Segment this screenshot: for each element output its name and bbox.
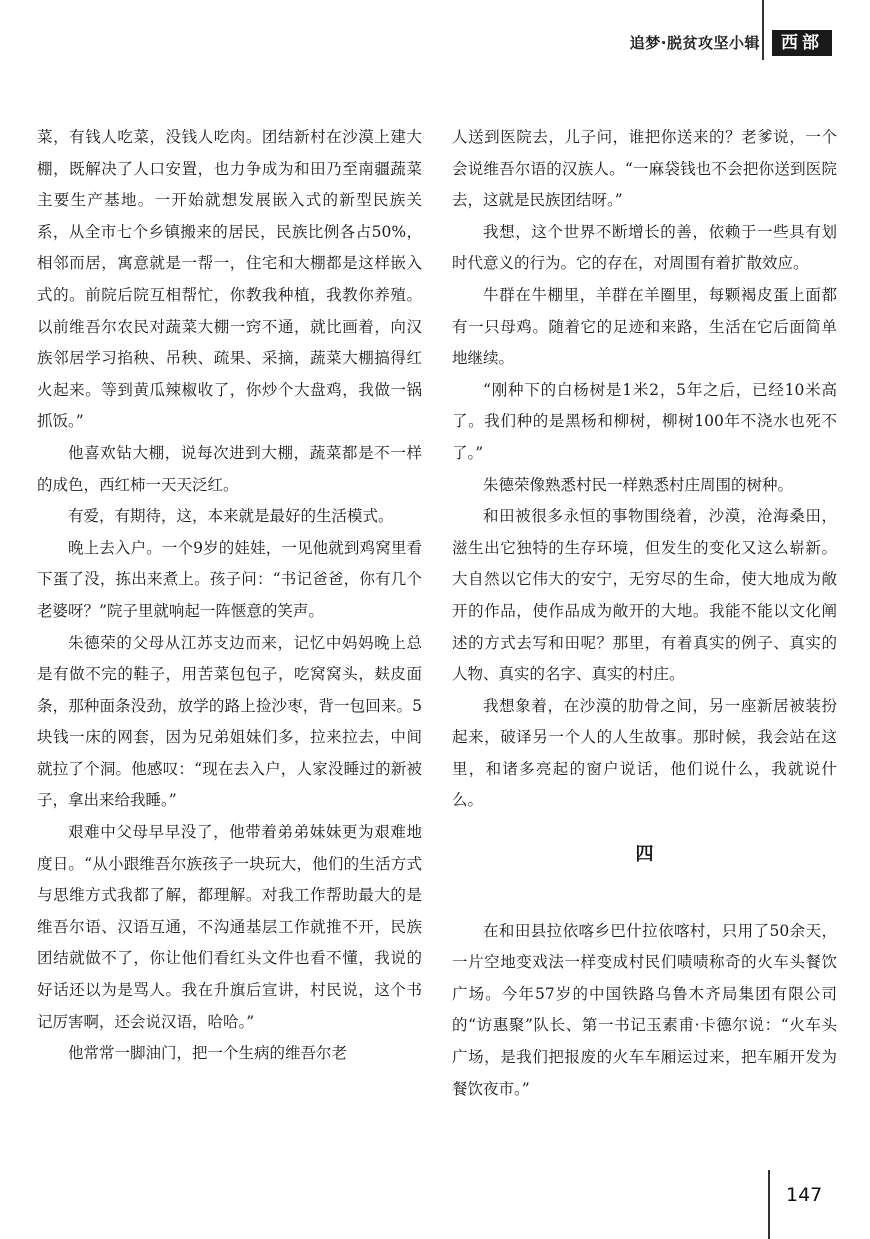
paragraph: 人送到医院去，儿子问，谁把你送来的？老爹说，一个会说维吾尔语的汉族人。“一麻袋钱也不会把你送到医院去，这就是民族团结呀。” bbox=[452, 128, 837, 210]
header-divider bbox=[762, 0, 764, 60]
paragraph: 他喜欢钻大棚，说每次进到大棚，蔬菜都是不一样的成色，西红柿一天天泛红。 bbox=[37, 443, 422, 494]
paragraph: 他常常一脚油门，把一个生病的维吾尔老 bbox=[68, 1044, 348, 1063]
paragraph: 朱德荣的父母从江苏支边而来，记忆中妈妈晚上总是有做不完的鞋子，用苦菜包包子，吃窝窝头，麸皮面条，那种面条没劲，放学的路上捡沙枣，背一包回来。5块钱一床的网套，因为兄弟姐妹们多，拉来拉去，中间就拉了个洞。他感叹：“现在去入户，人家没睡过的新被子，拿出来给我睡。” bbox=[37, 633, 422, 810]
page-number: 147 bbox=[786, 1184, 823, 1206]
right-column bbox=[452, 122, 837, 1105]
paragraph: “刚种下的白杨树是1米2，5年之后，已经10米高了。我们种的是黑杨和柳树，柳树100年不浇水也死不了。” bbox=[452, 380, 837, 462]
paragraph: 晚上去入户。一个9岁的娃娃，一见他就到鸡窝里看下蛋了没，拣出来煮上。孩子问：“书记爸爸，你有几个老婆呀？”院子里就响起一阵惬意的笑声。 bbox=[37, 538, 422, 620]
header-title: 追梦·脱贫攻坚小辑 bbox=[629, 34, 760, 52]
footer-divider bbox=[768, 1170, 770, 1239]
paragraph: 艰难中父母早早没了，他带着弟弟妹妹更为艰难地度日。“从小跟维吾尔族孩子一块玩大，他们的生活方式与思维方式我都了解，都理解。对我工作帮助最大的是维吾尔语、汉语互通，不沟通基层工作就推不开，民族团结就做不了，你让他们看红头文件也看不懂，我说的好话还以为是骂人。我在升旗后宣讲，村民说，这个书记厉害啊，还会说汉语，哈哈。” bbox=[37, 823, 422, 1031]
section-heading: 四 bbox=[635, 844, 654, 866]
paragraph: 有爱，有期待，这，本来就是最好的生活模式。 bbox=[68, 507, 394, 526]
paragraph: 在和田县拉依喀乡巴什拉依喀村，只用了50余天，一片空地变戏法一样变成村民们啧啧称奇的火车头餐饮广场。今年57岁的中国铁路乌鲁木齐局集团有限公司的“访惠聚”队长、第一书记玉素甫·卡德尔说：“火车头广场，是我们把报废的火车车厢运过来，把车厢开发为餐饮夜市。” bbox=[452, 921, 837, 1098]
paragraph: 我想，这个世界不断增长的善，依赖于一些具有划时代意义的行为。它的存在，对周围有着扩散效应。 bbox=[452, 222, 837, 273]
magazine-logo: 西部 bbox=[772, 30, 832, 56]
paragraph: 牛群在牛棚里，羊群在羊圈里，每颗褐皮蛋上面都有一只母鸡。随着它的足迹和来路，生活在它后面简单地继续。 bbox=[452, 285, 837, 368]
paragraph: 菜，有钱人吃菜，没钱人吃肉。团结新村在沙漠上建大棚，既解决了人口安置，也力争成为和田乃至南疆蔬菜主要生产基地。一开始就想发展嵌入式的新型民族关系，从全市七个乡镇搬来的居民，民族比例各占50%，相邻而居，寓意就是一帮一，住宅和大棚都是这样嵌入式的。前院后院互相帮忙，你教我种植，我教你养殖。以前维吾尔农民对蔬菜大棚一窍不通，就比画着，向汉族邻居学习掐秧、吊秧、疏果、采摘，蔬菜大棚搞得红火起来。等到黄瓜辣椒收了，你炒个大盘鸡，我做一锅抓饭。” bbox=[37, 128, 422, 431]
paragraph: 和田被很多永恒的事物围绕着，沙漠，沧海桑田，滋生出它独特的生存环境，但发生的变化又这么崭新。大自然以它伟大的安宁，无穷尽的生命，使大地成为敞开的作品，使作品成为敞开的大地。我能不能以文化阐述的方式去写和田呢？那里，有着真实的例子、真实的人物、真实的名字、真实的村庄。 bbox=[452, 507, 837, 684]
paragraph: 我想象着，在沙漠的肋骨之间，另一座新居被装扮起来，破译另一个人的人生故事。那时候，我会站在这里，和诸多亮起的窗户说话，他们说什么，我就说什么。 bbox=[452, 696, 837, 810]
left-column bbox=[37, 122, 422, 1070]
paragraph: 朱德荣像熟悉村民一样熟悉村庄周围的树种。 bbox=[483, 475, 794, 494]
page-header bbox=[0, 0, 870, 60]
